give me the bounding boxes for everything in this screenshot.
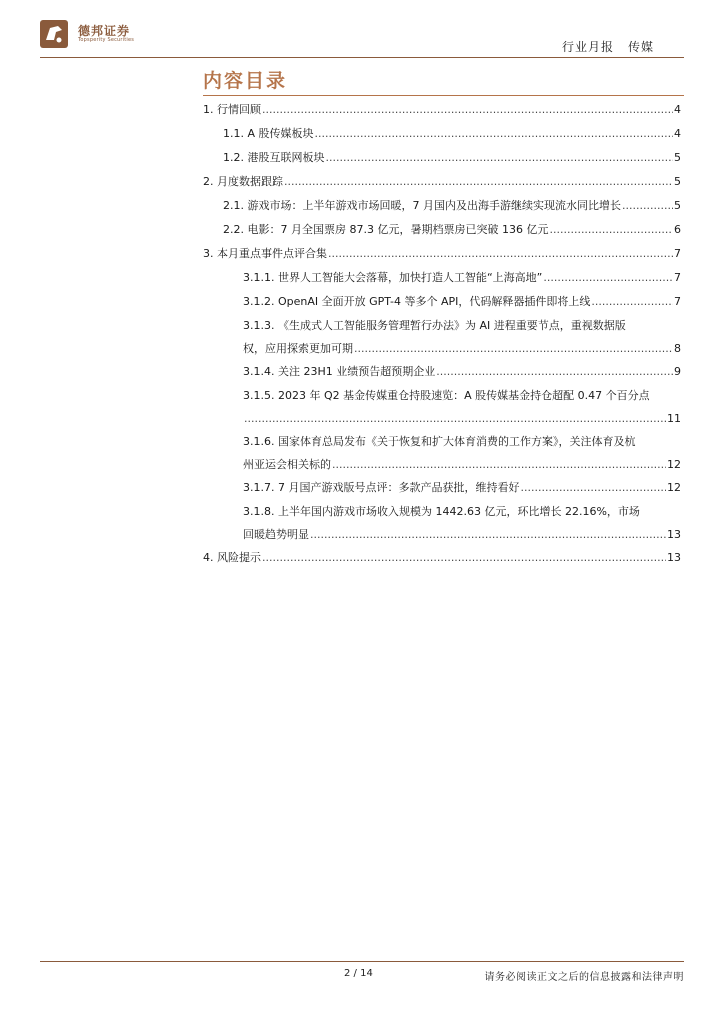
toc-leader (332, 457, 666, 472)
toc-leader (520, 480, 666, 495)
toc-entry[interactable] (203, 318, 681, 356)
toc-leader (262, 550, 666, 565)
toc-entry[interactable] (203, 222, 681, 237)
page-number: 2 / 14 (344, 968, 373, 979)
toc-leader (591, 294, 673, 309)
toc-leader (244, 411, 666, 426)
toc-title-divider (203, 95, 684, 96)
toc-page-number: 13 (667, 551, 681, 564)
toc-leader (328, 246, 673, 261)
toc-entry-label-cont: 回暖趋势明显 (243, 528, 309, 541)
toc-page-number: 13 (667, 528, 681, 541)
report-type: 行业月报 (561, 40, 614, 54)
toc-entry[interactable] (203, 198, 681, 213)
toc-page-number: 4 (674, 103, 681, 116)
toc-entry-label: 2.2. 电影：7 月全国票房 87.3 亿元，暑期档票房已突破 136 亿元 (223, 223, 549, 236)
toc-entry-label-cont: 州亚运会相关标的 (243, 458, 331, 471)
toc-entry-label: 3.1.8. 上半年国内游戏市场收入规模为 1442.63 亿元，环比增长 22.16%，市场 (243, 505, 640, 518)
toc-leader (543, 270, 673, 285)
toc-entry[interactable] (203, 388, 681, 426)
company-name-en: Topsperity Securities (78, 37, 135, 43)
toc-entry-label: 1.1. A 股传媒板块 (223, 127, 314, 140)
footer-divider (40, 961, 684, 962)
toc-leader (284, 174, 673, 189)
toc-entry[interactable] (203, 550, 681, 565)
toc-entry[interactable] (203, 434, 681, 472)
toc-entry[interactable] (203, 126, 681, 141)
toc-leader (326, 150, 674, 165)
toc-entry[interactable] (203, 174, 681, 189)
toc-leader (315, 126, 673, 141)
toc-entry-label: 2. 月度数据跟踪 (203, 175, 283, 188)
toc-entry-label: 3.1.6. 国家体育总局发布《关于恢复和扩大体育消费的工作方案》，关注体育及杭 (243, 435, 636, 448)
report-header (562, 38, 654, 55)
toc-entry-label: 1. 行情回顾 (203, 103, 261, 116)
toc-leader (622, 198, 673, 213)
toc-entry-label: 3.1.7. 7 月国产游戏版号点评：多款产品获批，维持看好 (243, 481, 520, 494)
toc-page-number: 12 (667, 458, 681, 471)
toc-leader (436, 364, 673, 379)
toc-entry[interactable] (203, 246, 681, 261)
toc-page-number: 8 (674, 342, 681, 355)
toc-leader (549, 222, 673, 237)
toc-entry-label-cont: 权，应用探索更加可期 (243, 342, 353, 355)
company-logo-icon (40, 20, 68, 48)
toc-page-number: 11 (667, 412, 681, 425)
toc-page-number: 5 (674, 199, 681, 212)
toc-entry-label: 1.2. 港股互联网板块 (223, 151, 325, 164)
toc-page-number: 7 (674, 271, 681, 284)
toc-entry[interactable] (203, 364, 681, 379)
table-of-contents (203, 102, 681, 574)
toc-entry-label: 3.1.4. 关注 23H1 业绩预告超预期企业 (243, 365, 436, 378)
toc-leader (354, 341, 673, 356)
legal-disclaimer: 请务必阅读正文之后的信息披露和法律声明 (484, 972, 684, 983)
toc-entry-label: 3.1.2. OpenAI 全面开放 GPT-4 等多个 API，代码解释器插件即将上线 (243, 295, 591, 308)
toc-title: 内容目录 (203, 70, 288, 92)
toc-entry[interactable] (203, 294, 681, 309)
toc-page-number: 6 (674, 223, 681, 236)
toc-entry[interactable] (203, 504, 681, 542)
toc-entry-label: 3.1.1. 世界人工智能大会落幕，加快打造人工智能“上海高地” (243, 271, 543, 284)
header-divider (40, 57, 684, 58)
toc-leader (262, 102, 673, 117)
toc-page-number: 7 (674, 295, 681, 308)
toc-entry-label: 3.1.3. 《生成式人工智能服务管理暂行办法》为 AI 进程重要节点，重视数据版 (243, 319, 626, 332)
toc-entry[interactable] (203, 270, 681, 285)
toc-entry-label: 3. 本月重点事件点评合集 (203, 247, 327, 260)
toc-entry-label: 3.1.5. 2023 年 Q2 基金传媒重仓持股速览：A 股传媒基金持仓超配 0.47 个百分点 (243, 389, 650, 402)
toc-entry[interactable] (203, 480, 681, 495)
sector-label: 传媒 (627, 40, 654, 54)
toc-entry-label: 4. 风险提示 (203, 551, 261, 564)
toc-entry-label: 2.1. 游戏市场：上半年游戏市场回暖，7 月国内及出海手游继续实现流水同比增长 (223, 199, 621, 212)
toc-page-number: 7 (674, 247, 681, 260)
toc-page-number: 9 (674, 365, 681, 378)
toc-entry[interactable] (203, 150, 681, 165)
toc-page-number: 12 (667, 481, 681, 494)
toc-page-number: 5 (674, 175, 681, 188)
toc-entry[interactable] (203, 102, 681, 117)
toc-page-number: 4 (674, 127, 681, 140)
toc-page-number: 5 (674, 151, 681, 164)
company-name: 德邦证券 (78, 24, 131, 38)
toc-leader (310, 527, 666, 542)
